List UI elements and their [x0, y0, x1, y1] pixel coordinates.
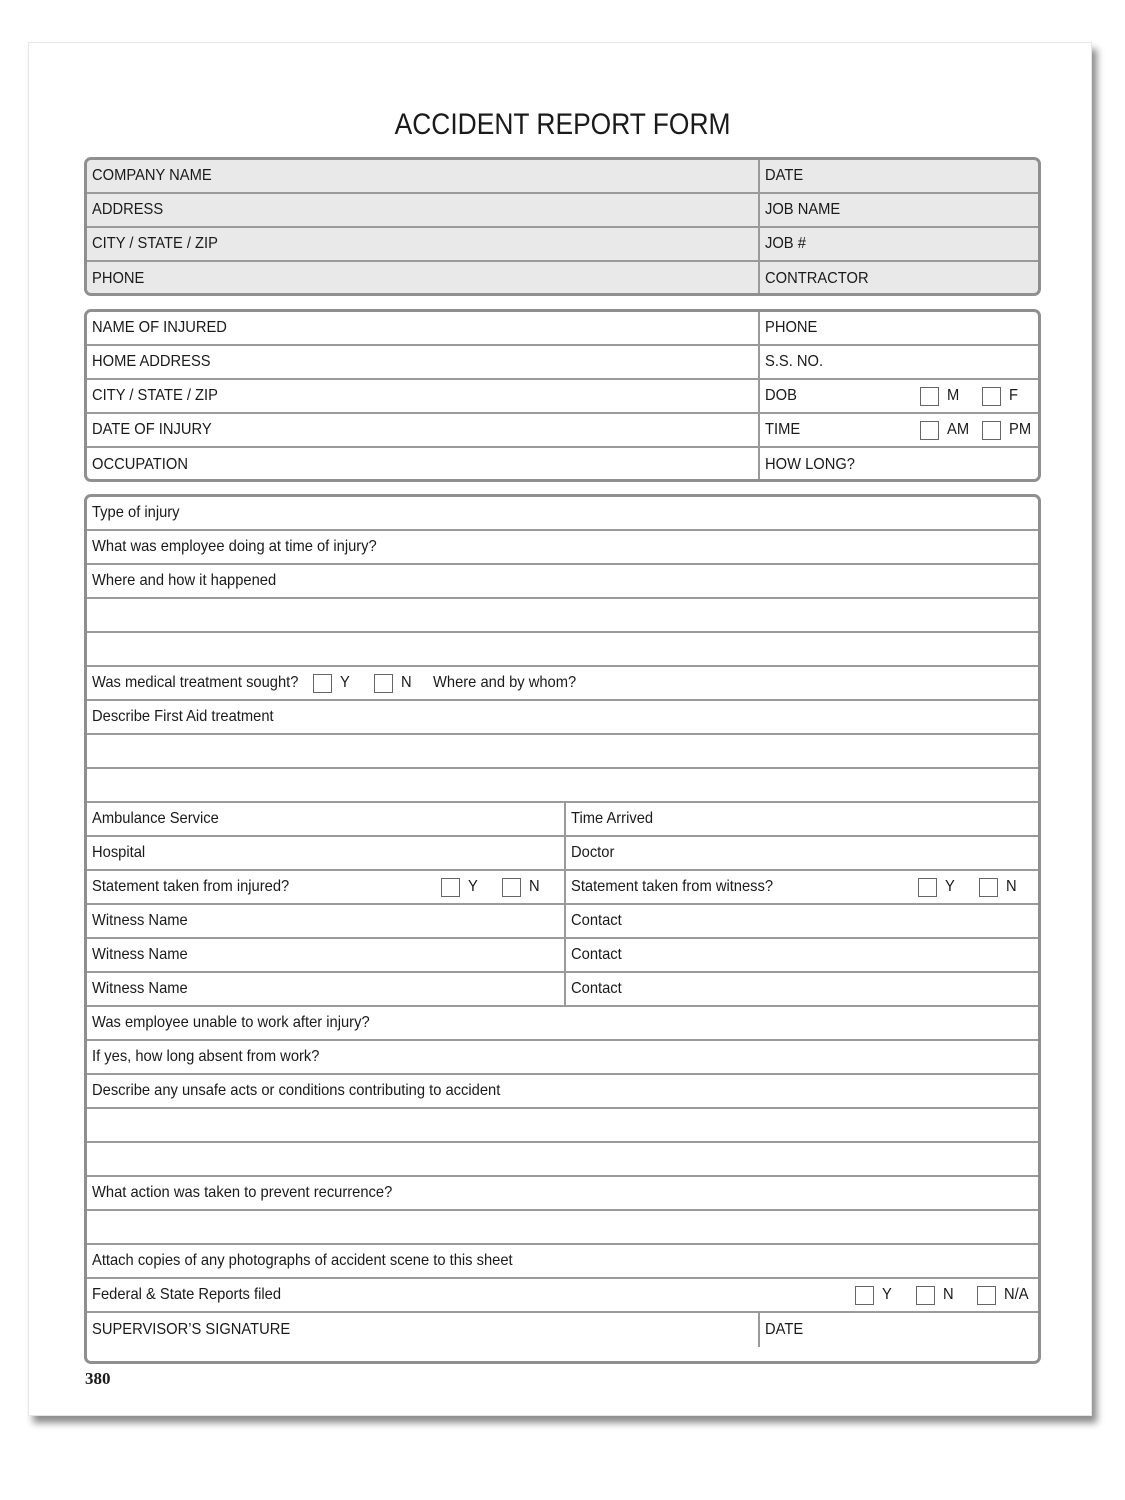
how-long-absent-label: If yes, how long absent from work? [92, 1048, 320, 1065]
signature-date-label: DATE [765, 1321, 804, 1338]
hospital-label: Hospital [92, 844, 146, 861]
witness-name-field[interactable] [87, 939, 564, 971]
ssn-field[interactable] [758, 346, 1038, 378]
unsafe-acts-blank-line-1[interactable] [87, 1109, 1038, 1143]
dob-field[interactable] [758, 380, 1038, 412]
am-checkbox[interactable] [920, 421, 939, 440]
job-name-label: JOB NAME [765, 201, 841, 218]
how-long-field[interactable] [758, 448, 1038, 482]
reports-na-checkbox[interactable] [977, 1286, 996, 1305]
date-of-injury-field[interactable] [87, 414, 758, 446]
where-by-whom [433, 667, 589, 699]
injured-row-2 [87, 346, 1038, 380]
company-date-label: DATE [765, 167, 804, 184]
sex-f-option [982, 380, 1019, 412]
prevent-recurrence-row [87, 1177, 1038, 1211]
time-label: TIME [765, 421, 801, 438]
am-label: AM [947, 421, 970, 438]
where-how-field[interactable] [87, 565, 1038, 597]
reports-y-checkbox[interactable] [855, 1286, 874, 1305]
medical-y-option [313, 667, 351, 699]
attach-photos-field [87, 1245, 1038, 1277]
job-name-field[interactable] [758, 194, 1038, 226]
medical-treatment-row [87, 667, 1038, 701]
unsafe-acts-field[interactable] [87, 1075, 1038, 1107]
where-how-blank-line-2[interactable] [87, 633, 1038, 667]
witness-contact-field[interactable] [564, 905, 1038, 937]
sex-m-checkbox[interactable] [920, 387, 939, 406]
how-long-absent-field[interactable] [87, 1041, 1038, 1073]
medical-n-label: N [401, 674, 412, 691]
pm-label: PM [1009, 421, 1032, 438]
job-number-label: JOB # [765, 235, 806, 252]
name-of-injured-field[interactable] [87, 312, 758, 344]
statement-injured-y-checkbox[interactable] [441, 878, 460, 897]
reports-n-option [916, 1279, 955, 1311]
type-of-injury-row [87, 497, 1038, 531]
time-field[interactable] [758, 414, 1038, 446]
unable-to-work-label: Was employee unable to work after injury? [92, 1014, 370, 1031]
hospital-field[interactable] [87, 837, 564, 869]
how-long-label: HOW LONG? [765, 456, 855, 473]
sex-m-option [920, 380, 960, 412]
witness-contact-label: Contact [571, 912, 622, 929]
injured-phone-field[interactable] [758, 312, 1038, 344]
injured-row-4 [87, 414, 1038, 448]
where-how-blank-line-1[interactable] [87, 599, 1038, 633]
reports-na-label: N/A [1004, 1286, 1029, 1303]
injured-city-state-zip-label: CITY / STATE / ZIP [92, 387, 218, 404]
attach-photos-label: Attach copies of any photographs of accident scene to this sheet [92, 1252, 513, 1269]
contractor-label: CONTRACTOR [765, 270, 869, 287]
job-number-field[interactable] [758, 228, 1038, 260]
witness-row [87, 905, 1038, 939]
reports-n-checkbox[interactable] [916, 1286, 935, 1305]
company-info-section [84, 157, 1041, 296]
statement-injured-field [87, 871, 564, 903]
name-of-injured-label: NAME OF INJURED [92, 319, 227, 336]
witness-contact-label: Contact [571, 980, 622, 997]
sex-m-label: M [947, 387, 960, 404]
occupation-label: OCCUPATION [92, 456, 188, 473]
time-arrived-label: Time Arrived [571, 810, 654, 827]
statement-injured-n-option [502, 871, 541, 903]
time-arrived-field[interactable] [564, 803, 1038, 835]
medical-treatment-field[interactable] [87, 667, 1038, 699]
home-address-field[interactable] [87, 346, 758, 378]
where-how-label: Where and how it happened [92, 572, 277, 589]
statement-witness-field [564, 871, 1038, 903]
doctor-label: Doctor [571, 844, 615, 861]
where-how-row [87, 565, 1038, 599]
hospital-row [87, 837, 1038, 871]
medical-y-checkbox[interactable] [313, 674, 332, 693]
doctor-field[interactable] [564, 837, 1038, 869]
injured-row-5 [87, 448, 1038, 482]
witness-name-label: Witness Name [92, 980, 188, 997]
page-number: 380 [85, 1369, 111, 1388]
unsafe-acts-blank-line-2[interactable] [87, 1143, 1038, 1177]
medical-n-checkbox[interactable] [374, 674, 393, 693]
home-address-label: HOME ADDRESS [92, 353, 211, 370]
occupation-field[interactable] [87, 448, 758, 482]
unable-to-work-row [87, 1007, 1038, 1041]
medical-n-option [374, 667, 413, 699]
first-aid-blank-line-1[interactable] [87, 735, 1038, 769]
date-of-injury-label: DATE OF INJURY [92, 421, 212, 438]
statement-injured-n-checkbox[interactable] [502, 878, 521, 897]
form-title: ACCIDENT REPORT FORM [394, 108, 731, 141]
type-of-injury-label: Type of injury [92, 504, 180, 521]
address-label: ADDRESS [92, 201, 164, 218]
medical-sought-label: Was medical treatment sought? [92, 674, 299, 691]
address-field[interactable] [87, 194, 758, 226]
witness-contact-field[interactable] [564, 939, 1038, 971]
statement-witness-label: Statement taken from witness? [571, 878, 774, 895]
statement-row [87, 871, 1038, 905]
doing-at-time-field[interactable] [87, 531, 1038, 563]
witness-name-label: Witness Name [92, 912, 188, 929]
injured-phone-label: PHONE [765, 319, 818, 336]
injured-row-3 [87, 380, 1038, 414]
company-name-field[interactable] [87, 160, 758, 192]
pm-checkbox[interactable] [982, 421, 1001, 440]
first-aid-row [87, 701, 1038, 735]
company-row-3 [87, 228, 1038, 262]
ambulance-label: Ambulance Service [92, 810, 219, 827]
injured-row-1 [87, 312, 1038, 346]
unsafe-acts-label: Describe any unsafe acts or conditions contributing to accident [92, 1082, 501, 1099]
unsafe-acts-row [87, 1075, 1038, 1109]
witness-name-field[interactable] [87, 905, 564, 937]
reports-y-label: Y [882, 1286, 892, 1303]
sex-f-checkbox[interactable] [982, 387, 1001, 406]
first-aid-field[interactable] [87, 701, 1038, 733]
statement-witness-n-label: N [1006, 878, 1017, 895]
first-aid-label: Describe First Aid treatment [92, 708, 274, 725]
witness-row [87, 973, 1038, 1007]
statement-witness-y-option [918, 871, 956, 903]
ambulance-field[interactable] [87, 803, 564, 835]
first-aid-blank-line-2[interactable] [87, 769, 1038, 803]
statement-witness-y-label: Y [945, 878, 955, 895]
medical-y-label: Y [340, 674, 350, 691]
prevent-recurrence-label: What action was taken to prevent recurrence? [92, 1184, 393, 1201]
reports-y-option [855, 1279, 893, 1311]
supervisor-signature-label: SUPERVISOR’S SIGNATURE [92, 1321, 291, 1338]
reports-filed-row [87, 1279, 1038, 1313]
witness-name-field[interactable] [87, 973, 564, 1005]
statement-witness-n-option [979, 871, 1018, 903]
supervisor-signature-row [87, 1313, 1038, 1347]
statement-injured-label: Statement taken from injured? [92, 878, 290, 895]
attach-photos-row [87, 1245, 1038, 1279]
how-long-absent-row [87, 1041, 1038, 1075]
sex-f-label: F [1009, 387, 1018, 404]
company-name-label: COMPANY NAME [92, 167, 212, 184]
reports-filed-label: Federal & State Reports filed [92, 1286, 282, 1303]
am-option [920, 414, 971, 446]
company-row-4 [87, 262, 1038, 296]
company-row-1 [87, 160, 1038, 194]
witness-name-label: Witness Name [92, 946, 188, 963]
witness-row [87, 939, 1038, 973]
statement-injured-y-option [441, 871, 479, 903]
prevent-recurrence-field[interactable] [87, 1177, 1038, 1209]
statement-injured-n-label: N [529, 878, 540, 895]
witness-contact-label: Contact [571, 946, 622, 963]
signature-date-field[interactable] [758, 1313, 1038, 1347]
company-row-2 [87, 194, 1038, 228]
statement-witness-y-checkbox[interactable] [918, 878, 937, 897]
reports-n-label: N [943, 1286, 954, 1303]
injured-info-section [84, 309, 1041, 482]
contractor-field[interactable] [758, 262, 1038, 296]
ambulance-row [87, 803, 1038, 837]
unable-to-work-field[interactable] [87, 1007, 1038, 1039]
company-city-state-zip-label: CITY / STATE / ZIP [92, 235, 218, 252]
where-by-whom-label: Where and by whom? [433, 674, 577, 691]
reports-na-option [977, 1279, 1031, 1311]
witness-contact-field[interactable] [564, 973, 1038, 1005]
reports-filed-field [87, 1279, 1038, 1311]
doing-at-time-label: What was employee doing at time of injury? [92, 538, 377, 555]
company-phone-field[interactable] [87, 262, 758, 296]
ssn-label: S.S. NO. [765, 353, 824, 370]
statement-injured-y-label: Y [468, 878, 478, 895]
type-of-injury-field[interactable] [87, 497, 1038, 529]
company-date-field[interactable] [758, 160, 1038, 192]
prevent-recurrence-blank-line[interactable] [87, 1211, 1038, 1245]
injured-city-state-zip-field[interactable] [87, 380, 758, 412]
company-phone-label: PHONE [92, 270, 145, 287]
accident-details-section [84, 494, 1041, 1364]
doing-at-time-row [87, 531, 1038, 565]
supervisor-signature-field[interactable] [87, 1313, 758, 1347]
statement-witness-n-checkbox[interactable] [979, 878, 998, 897]
dob-label: DOB [765, 387, 797, 404]
pm-option [982, 414, 1033, 446]
company-city-state-zip-field[interactable] [87, 228, 758, 260]
